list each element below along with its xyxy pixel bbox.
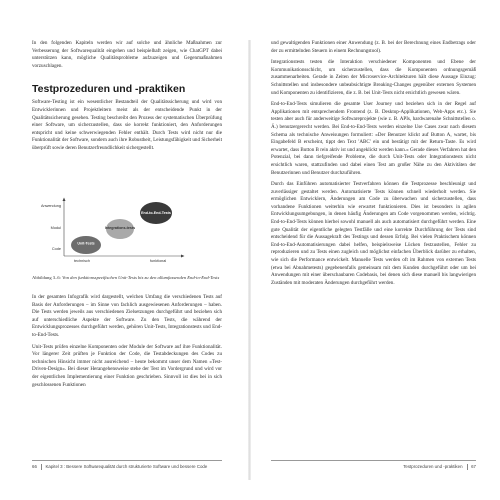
- footer-separator: [467, 464, 468, 470]
- y-label-anwendung: Anwendung: [40, 204, 61, 208]
- figure-caption-label: Abbildung 3–6:: [32, 275, 61, 280]
- paragraph: Durch das Einführen automatisierter Testverfahren können die Testprozesse beschleunigt und zuverlässiger gestaltet werden. Automatisierte Tests können schnell wiederholt werden. Sie ermöglichen Entwicklern, Änderungen am Code zu überwachen und sicherzustellen, dass vorhandene Funktionen weiterhin wie erwartet funktionieren. Dies ist besonders in agilen Entwicklungsumgebungen, in denen häufig Änderungen am Code vorgenommen werden, wichtig. End-to-End-Tests können hierbei sowohl manuell als auch automatisiert durchgeführt werden. Eine gute Qualität der eigentliche gelegten Testfälle und eine korrekte Durchführung der Tests sind entscheidend für die Aussagekraft des Testings und dessen Erfolg. Bei vielen Praktischem können End-to-End-Automatisierungen dabei helfen, beispielsweise Lücken festzustellen, Fehler zu reproduzieren und zu Tests einen zugleich und möglichst einfachen Überblick darüber zu erhalten, wie sich die Performance entwickelt. Manuelle Tests werden oft im Rahmen von externen Tests (etwa bei Abnahmetests) gegebenenfalls gemeinsam mit dem Kunden durchgeführt oder um bei Anwendungen mit einer überschaubaren Codebasis, bei denen sich diese manuell bis langwierigen Zuständen mit moderaten Änderungen durchgeführt werden.: [271, 181, 476, 286]
- intro-paragraph: In den folgenden Kapiteln werden wir auf solche und ähnliche Maßnahmen zur Verbesserung der Softwarequalität eingehen und beispielhaft zeigen, wie ChatGPT dabei unterstützen kann, mögliche Qualitätsprobleme aufzuzeigen und Gegenmaßnahmen vorzuschlagen.: [32, 40, 222, 69]
- section-heading: Testprozeduren und -praktiken: [32, 83, 186, 96]
- footer-section-title: Testprozeduren und -praktiken: [403, 464, 463, 470]
- x-label-technisch: technisch: [74, 259, 91, 263]
- y-label-modul: Modul: [50, 226, 61, 230]
- paragraph: Integrationstests testen die Interaktion verschiedener Komponenten und Ebene der Kommunikationsschicht, um sicherzustellen, dass die Komponenten ordnungsgemäß zusammenarbeiten. Gerade in Zeiten der Microservice-Architekturen hält diese Aussage Einzug: Schnittstellen und insbesondere unbeabsichtigte Breaking-Changes gegenüber externen Systemen und Komponenten zu identifizieren, die z. B. bei Unit-Tests nicht ersichtlich gewesen wären.: [271, 59, 476, 96]
- x-axis-arrow: [181, 255, 185, 258]
- blob-label-integration-text: Integrations-tests: [104, 226, 136, 230]
- blob-label-integration: [105, 226, 135, 230]
- blob-label-e2e: [141, 211, 171, 215]
- paragraph: In der gesamten Infografik wird dargestellt, welchen Umfang die verschiedenen Tests auf Basis der Anforderungen – im Sinne von fachlich ausgewiesenen Anforderungen – haben. Die Tests werden jeweils aus verschiedenen Zielsetzungen durchgeführt und beziehen sich auf unterschiedliche Aspekte der Software. Zu den Tests, die während der Entwicklungsprozesses durchgeführt werden, gehören Unit-Tests, Integrationstests und End-to-End-Tests.: [32, 294, 222, 338]
- blob-label-e2e-text: End-to-End-Tests: [141, 211, 171, 215]
- right-footer-rule: [271, 460, 476, 461]
- footer-chapter: Kapitel 3 :: [45, 464, 66, 470]
- paragraph: Unit-Tests prüfen einzelne Komponenten oder Module der Software auf ihre Funktionalität. Vor längerer Zeit prüften je Funktion der Code, die Testabdeckungen des Codes zu technischen Hinsicht immer nicht ausreichend – heute bekommt unser dem Namen »Test-Driven-Design«. Bei dieser Herangehensweise stehe der Test im Vordergrund und wird vor der eigentlichen Implementierung einer Funktion geschrieben. Sinnvoll ist dies bei in sich geschlossenen Funktionen: [32, 343, 222, 388]
- y-label-code: Code: [51, 247, 61, 251]
- figure-diagram: [32, 196, 222, 268]
- blob-label-unit-text: Unit-Tests: [77, 241, 95, 246]
- left-page-number: 66: [32, 464, 37, 470]
- right-page-number: 67: [471, 464, 476, 470]
- right-footer: [403, 464, 476, 470]
- paragraph: Software-Testing ist ein wesentlicher Bestandteil der Qualitätssicherung und wird von Entwicklerinnen und Projektleitern meist als der entscheidende Punkt in der Qualitätssicherung gesehen. Testing beschreibt den Prozess der systematischen Überprüfung einer Software, um sicherzustellen, dass sie korrekt funktioniert, den Anforderungen entspricht und keine schwerwiegenden Fehler enthält. Durch Tests wird nicht nur die Funktionalität der Software, sondern auch ihre Robustheit, Leistungsfähigkeit und Sicherheit überprüft sowie deren Benutzerfreundlichkeit sichergestellt.: [32, 99, 222, 151]
- left-page: [0, 0, 249, 500]
- test-pyramid-figure: [32, 196, 222, 284]
- left-footer-rule: [32, 460, 222, 461]
- left-text-column-lower: [32, 294, 222, 389]
- paragraph: End-to-End-Tests simulieren die gesamte User Journey und beziehen sich in der Regel auf Applikationen mit entsprechendem Frontend (z. B. Desktop-Applikationen, Web-Apps etc.). Sie testen aber auch für anderweitige Softwareprojekte (wie z. B. APIs, hardwarenahe Schnittstellen o. Ä.) benutzergerecht werden. Bei End-to-End-Tests werden einzelne Use Cases zwar nach diesem Schema als technische Anweisungen formuliert: »Der Benutzer klickt auf Button A, wartet, bis Eingabefeld B erscheint, tippt den Text 'ABC' ein und bestätigt mit der Return-Taste. Es wird erwartet, dass Button B rein aktiv ist und angeklickt werden kann.« Gerade dieses Verfahren hat den Potenzial, bei dann tiefgreifende Probleme, die durch Unit-Tests oder Integrationstests nicht ersichtlich waren, stattzufinden und dabei einen Test am großer Nähe zu den Aktivitäten der Benutzerinnen und Benutzer durchzuführen.: [271, 101, 476, 176]
- left-footer: [32, 464, 207, 470]
- figure-caption: [32, 275, 222, 281]
- x-label-funktional: funktional: [150, 259, 167, 263]
- paragraph: und gewaltigenden Funktionen einer Anwendung (z. B. bei der Berechnung eines Endbetrags oder der zu ermittelnden Steuern in einem Rechnungstool).: [271, 40, 476, 54]
- y-axis-arrow: [63, 198, 66, 202]
- footer-chapter-title: Bessere Softwarequalität durch strukturierte Software und bessere Code: [66, 464, 208, 470]
- footer-separator: [41, 464, 42, 470]
- right-page: [251, 0, 500, 500]
- figure-caption-text: Von den funktionsspezifischen Unit-Tests bis zu den allumfassenden End-to-End-Tests: [62, 275, 220, 280]
- blob-label-unit: [77, 242, 94, 246]
- right-text-column: [271, 40, 476, 287]
- left-text-column: [32, 40, 222, 153]
